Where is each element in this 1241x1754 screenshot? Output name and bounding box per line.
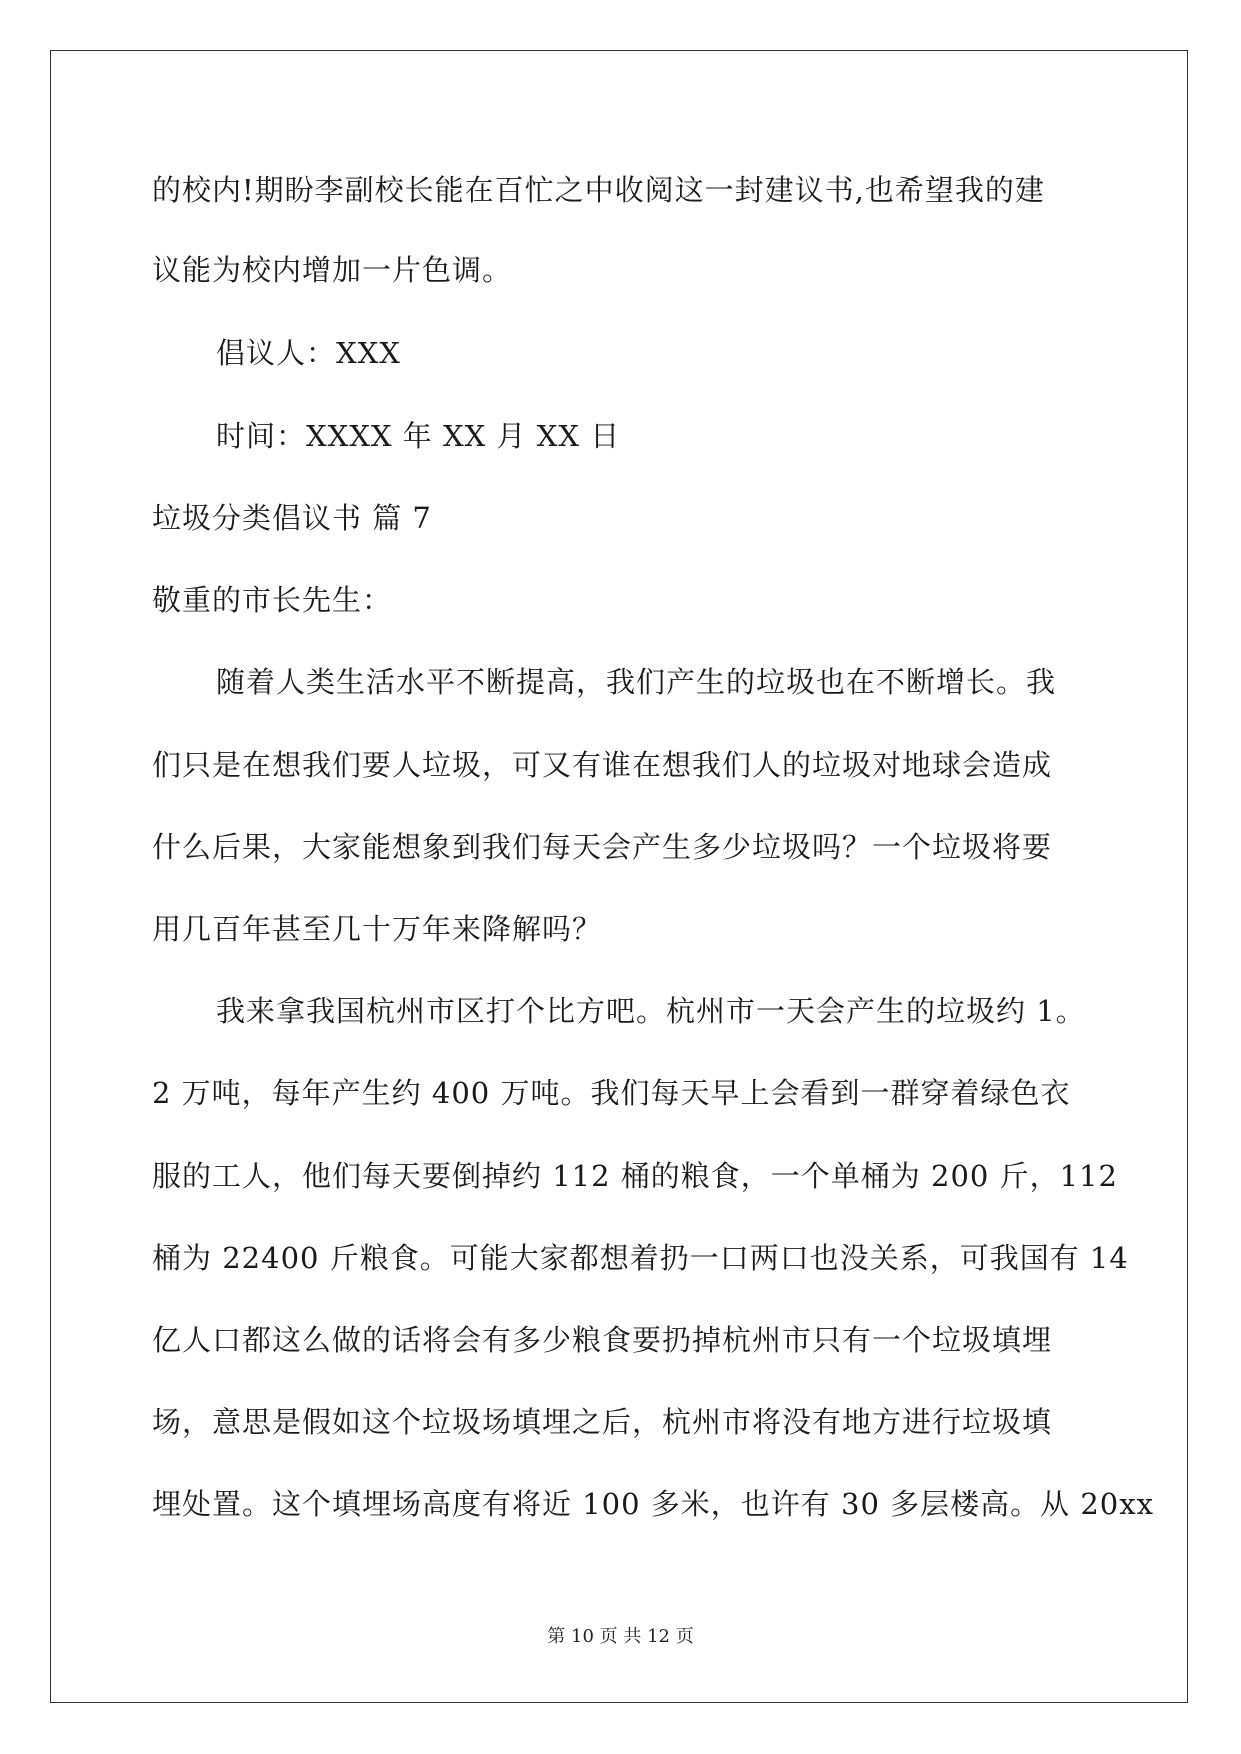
text-line: 什么后果，大家能想象到我们每天会产生多少垃圾吗？一个垃圾将要 — [152, 830, 1053, 864]
text-line: 随着人类生活水平不断提高，我们产生的垃圾也在不断增长。我 — [216, 665, 1057, 699]
text-line: 议能为校内增加一片色调。 — [152, 253, 513, 287]
date-line: 时间：XXXX 年 XX 月 XX 日 — [216, 419, 621, 453]
page-number-footer: 第 10 页 共 12 页 — [547, 1626, 694, 1647]
text-line: 用几百年甚至几十万年来降解吗？ — [152, 912, 603, 946]
text-line: 我来拿我国杭州市区打个比方吧。杭州市一天会产生的垃圾约 1。 — [216, 994, 1086, 1028]
text-line: 埋处置。这个填埋场高度有将近 100 多米，也许有 30 多层楼高。从 20xx — [152, 1487, 1154, 1521]
text-line: 服的工人，他们每天要倒掉约 112 桶的粮食，一个单桶为 200 斤，112 — [152, 1159, 1118, 1193]
text-line: 们只是在想我们要人垃圾，可又有谁在想我们人的垃圾对地球会造成 — [152, 748, 1053, 782]
section-heading: 垃圾分类倡议书 篇 7 — [152, 501, 432, 535]
page-border — [50, 50, 1188, 1703]
text-line: 场，意思是假如这个垃圾场填埋之后，杭州市将没有地方进行垃圾填 — [152, 1405, 1053, 1439]
text-line: 亿人口都这么做的话将会有多少粮食要扔掉杭州市只有一个垃圾填埋 — [152, 1323, 1053, 1357]
text-line: 的校内!期盼李副校长能在百忙之中收阅这一封建议书,也希望我的建 — [152, 173, 1045, 207]
signatory-line: 倡议人：XXX — [216, 336, 401, 370]
text-line: 桶为 22400 斤粮食。可能大家都想着扔一口两口也没关系，可我国有 14 — [152, 1241, 1129, 1275]
salutation: 敬重的市长先生： — [152, 583, 393, 617]
text-line: 2 万吨，每年产生约 400 万吨。我们每天早上会看到一群穿着绿色衣 — [152, 1076, 1071, 1110]
